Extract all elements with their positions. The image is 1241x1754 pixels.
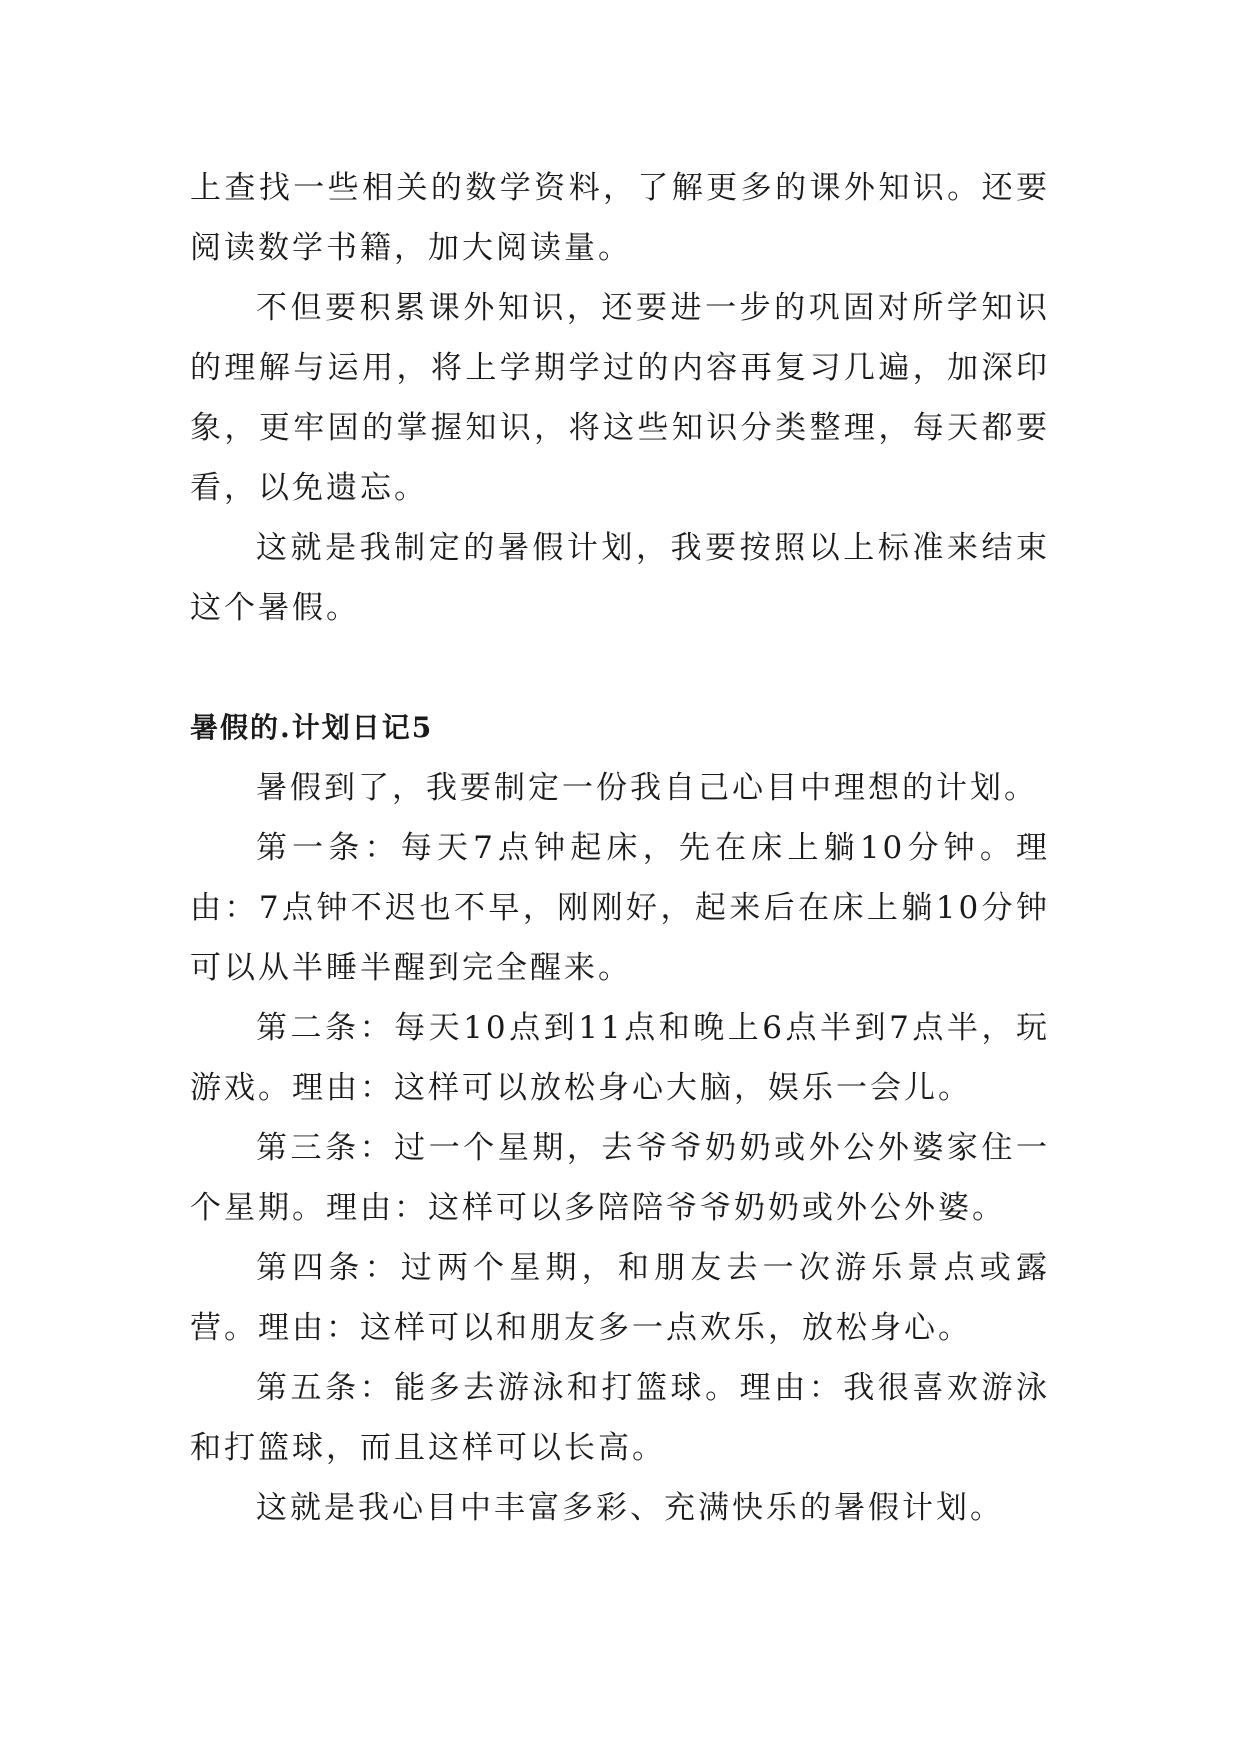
section-title: 暑假的.计划日记5 bbox=[190, 711, 434, 744]
paragraph-intro: 暑假到了，我要制定一份我自己心目中理想的计划。 bbox=[256, 770, 1038, 806]
paragraph-rule-1: 第一条：每天7点钟起床，先在床上躺10分钟。理由：7点钟不迟也不早，刚刚好，起来后在床上躺10分钟可以从半睡半醒到完全醒来。 bbox=[190, 830, 1050, 986]
paragraph-plan-conclusion: 这就是我制定的暑假计划，我要按照以上标准来结束这个暑假。 bbox=[190, 530, 1050, 626]
paragraph-rule-4: 第四条：过两个星期，和朋友去一次游乐景点或露营。理由：这样可以和朋友多一点欢乐，放松身心。 bbox=[190, 1250, 1050, 1346]
paragraph-rule-5: 第五条：能多去游泳和打篮球。理由：我很喜欢游泳和打篮球，而且这样可以长高。 bbox=[190, 1370, 1050, 1466]
paragraph-continued-reading: 上查找一些相关的数学资料，了解更多的课外知识。还要阅读数学书籍，加大阅读量。 bbox=[190, 170, 1050, 266]
document-body bbox=[190, 158, 1050, 1538]
paragraph-consolidate-knowledge: 不但要积累课外知识，还要进一步的巩固对所学知识的理解与运用，将上学期学过的内容再复习几遍，加深印象，更牢固的掌握知识，将这些知识分类整理，每天都要看，以免遗忘。 bbox=[190, 290, 1050, 506]
paragraph-rule-2: 第二条：每天10点到11点和晚上6点半到7点半，玩游戏。理由：这样可以放松身心大脑，娱乐一会儿。 bbox=[190, 1010, 1050, 1106]
paragraph-rule-3: 第三条：过一个星期，去爷爷奶奶或外公外婆家住一个星期。理由：这样可以多陪陪爷爷奶奶或外公外婆。 bbox=[190, 1130, 1050, 1226]
paragraph-summary: 这就是我心目中丰富多彩、充满快乐的暑假计划。 bbox=[256, 1490, 1004, 1526]
